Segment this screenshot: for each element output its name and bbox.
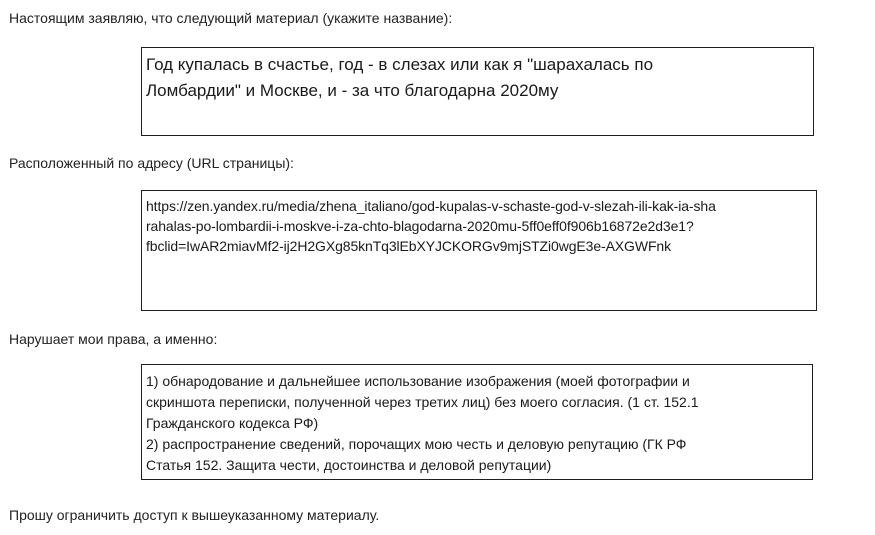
rights-violation-field[interactable] xyxy=(141,364,813,480)
url-label: Расположенный по адресу (URL страницы): xyxy=(9,155,294,171)
url-field[interactable] xyxy=(141,190,817,311)
rights-violation-label: Нарушает мои права, а именно: xyxy=(9,331,218,347)
rights-violation-value: 1) обнародование и дальнейшее использование изображения (моей фотографии и скриншота переписки, полученной через третих лиц) без моего согласия. (1 ст. 152.1 Гражданского кодекса РФ) 2) распространение сведений, порочащих мою честь и деловую репутацию (ГК РФ Статья 152. Защита чести, достоинства и деловой репутации) xyxy=(146,373,699,473)
material-title-field[interactable] xyxy=(141,47,814,136)
material-title-label: Настоящим заявляю, что следующий материал (укажите название): xyxy=(9,10,453,26)
url-value: https://zen.yandex.ru/media/zhena_italiano/god-kupalas-v-schaste-god-v-slezah-ili-kak-ia-sha rahalas-po-lombardii-i-moskve-i-za-chto-blagodarna-2020mu-5ff0eff0f906b16872e2d3e1? fbclid=IwAR2miavMf2-ij2H2GXg85knTq3lEbXYJCKORGv9mjSTZi0wgE3e-AXGWFnk xyxy=(146,198,716,254)
material-title-value: Год купалась в счастье, год - в слезах или как я "шарахалась по Ломбардии" и Москве, и - за что благодарна 2020му xyxy=(146,55,654,100)
restrict-access-request-text: Прошу ограничить доступ к вышеуказанному материалу. xyxy=(9,507,380,523)
